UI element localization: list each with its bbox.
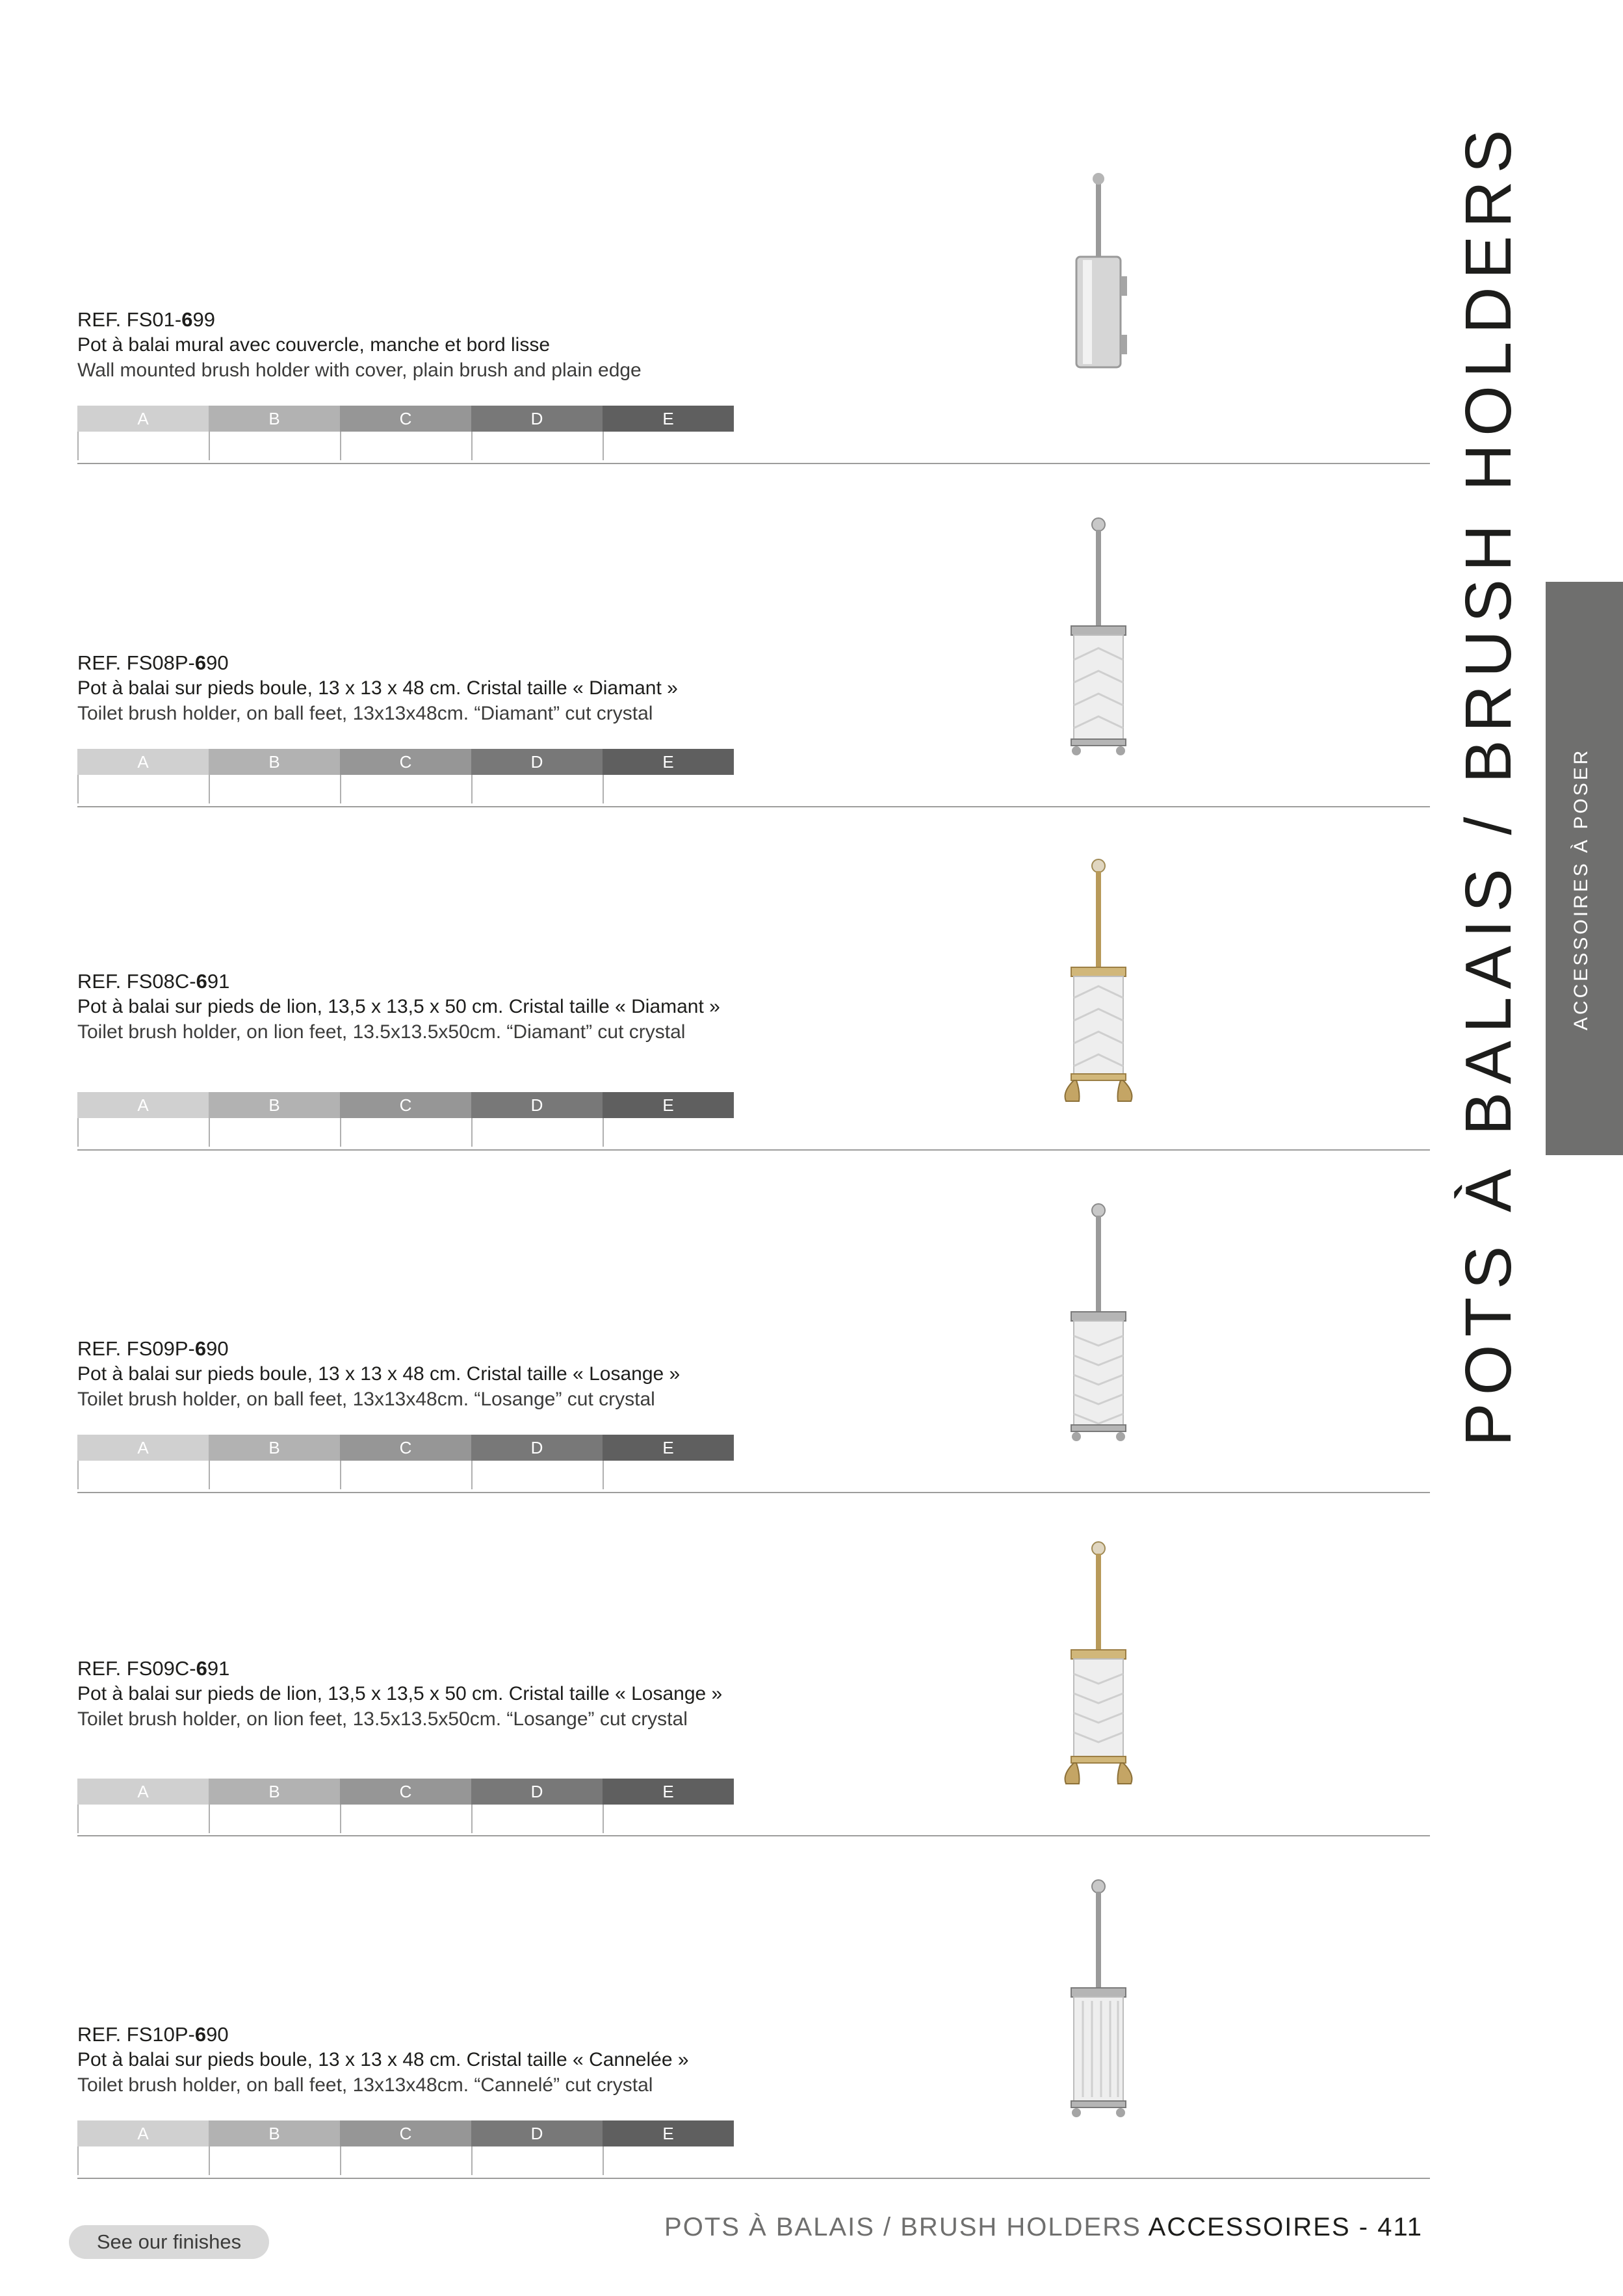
finish-col-e: E — [603, 2120, 734, 2146]
finish-table — [77, 1092, 734, 1147]
ball-feet-brush-holder-icon — [1014, 1196, 1183, 1456]
finish-col-e: E — [603, 1779, 734, 1805]
finish-col-e: E — [603, 406, 734, 432]
finish-col-e: E — [603, 749, 734, 775]
finish-col-d: D — [471, 1092, 603, 1118]
footer-category: ACCESSOIRES — [1148, 2213, 1351, 2241]
product-info — [77, 2022, 734, 2098]
finish-col-d: D — [471, 1779, 603, 1805]
finish-header — [77, 1779, 734, 1805]
finish-col-b: B — [209, 2120, 340, 2146]
finish-col-e: E — [603, 1092, 734, 1118]
product-image-lion-feet-holder — [1014, 1534, 1183, 1794]
page-footer — [664, 2213, 1423, 2242]
finish-col-d: D — [471, 406, 603, 432]
product-image-ball-feet-holder — [1014, 510, 1183, 770]
finish-col-d: D — [471, 1435, 603, 1461]
finish-col-a: A — [77, 1779, 209, 1805]
finish-col-a: A — [77, 1092, 209, 1118]
lion-feet-brush-holder-icon — [1014, 1534, 1183, 1794]
description-fr: Pot à balai sur pieds de lion, 13,5 x 13,5 x 50 cm. Cristal taille « Diamant » — [77, 996, 720, 1017]
product-ref: REF. FS08P-690 — [77, 651, 229, 674]
finish-col-c: C — [340, 406, 471, 432]
product-ref: REF. FS08C-691 — [77, 970, 230, 993]
page-number: 411 — [1377, 2213, 1423, 2241]
description-fr: Pot à balai sur pieds boule, 13 x 13 x 48 cm. Cristal taille « Cannelée » — [77, 2049, 689, 2070]
finish-cells — [77, 432, 734, 460]
finish-col-b: B — [209, 749, 340, 775]
category-tab-label: ACCESSOIRES À POSER — [1570, 748, 1592, 1030]
finish-col-c: C — [340, 1092, 471, 1118]
description-fr: Pot à balai sur pieds boule, 13 x 13 x 48 cm. Cristal taille « Losange » — [77, 1363, 681, 1385]
ball-feet-brush-holder-icon — [1014, 1872, 1183, 2132]
finish-table — [77, 2120, 734, 2175]
separator — [77, 1149, 1430, 1151]
product-image-lion-feet-holder — [1014, 852, 1183, 1112]
finish-col-b: B — [209, 1092, 340, 1118]
finish-col-c: C — [340, 2120, 471, 2146]
finish-cells — [77, 2146, 734, 2175]
finish-header — [77, 406, 734, 432]
finish-col-c: C — [340, 1779, 471, 1805]
footer-section: POTS À BALAIS / BRUSH HOLDERS — [664, 2213, 1141, 2241]
description-en: Toilet brush holder, on ball feet, 13x13x48cm. “Cannelé” cut crystal — [77, 2074, 653, 2096]
finish-col-e: E — [603, 1435, 734, 1461]
description-fr: Pot à balai sur pieds de lion, 13,5 x 13,5 x 50 cm. Cristal taille « Losange » — [77, 1683, 723, 1704]
product-ref: REF. FS09C-691 — [77, 1657, 230, 1680]
product-info — [77, 1336, 734, 1413]
description-fr: Pot à balai mural avec couvercle, manche et bord lisse — [77, 334, 551, 356]
finish-col-a: A — [77, 2120, 209, 2146]
product-ref: REF. FS01-699 — [77, 308, 215, 331]
finish-table — [77, 749, 734, 803]
finish-table — [77, 1779, 734, 1833]
finish-col-b: B — [209, 1779, 340, 1805]
separator — [77, 1835, 1430, 1836]
section-title-vertical: POTS À BALAIS / BRUSH HOLDERS — [1452, 122, 1525, 1446]
description-en: Toilet brush holder, on lion feet, 13.5x13.5x50cm. “Losange” cut crystal — [77, 1708, 688, 1730]
finish-col-b: B — [209, 406, 340, 432]
finish-col-d: D — [471, 2120, 603, 2146]
description-en: Toilet brush holder, on lion feet, 13.5x13.5x50cm. “Diamant” cut crystal — [77, 1021, 686, 1043]
finish-table — [77, 1435, 734, 1489]
separator — [77, 806, 1430, 807]
see-finishes-button[interactable]: See our finishes — [69, 2225, 269, 2259]
description-fr: Pot à balai sur pieds boule, 13 x 13 x 48 cm. Cristal taille « Diamant » — [77, 677, 678, 699]
product-ref: REF. FS09P-690 — [77, 1337, 229, 1360]
separator — [77, 463, 1430, 464]
product-info — [77, 969, 734, 1045]
description-en: Toilet brush holder, on ball feet, 13x13x48cm. “Losange” cut crystal — [77, 1389, 655, 1410]
finish-col-c: C — [340, 749, 471, 775]
finish-col-a: A — [77, 1435, 209, 1461]
product-info — [77, 1656, 734, 1732]
finish-header — [77, 2120, 734, 2146]
finish-col-b: B — [209, 1435, 340, 1461]
product-image-wall-brush-holder — [1014, 146, 1183, 406]
separator — [77, 1492, 1430, 1493]
finish-cells — [77, 1461, 734, 1489]
finish-table — [77, 406, 734, 460]
description-en: Toilet brush holder, on ball feet, 13x13x48cm. “Diamant” cut crystal — [77, 703, 653, 724]
wall-brush-holder-icon — [1014, 146, 1183, 406]
finish-header — [77, 1435, 734, 1461]
lion-feet-brush-holder-icon — [1014, 852, 1183, 1112]
description-en: Wall mounted brush holder with cover, plain brush and plain edge — [77, 359, 642, 381]
finish-cells — [77, 1118, 734, 1147]
finish-cells — [77, 775, 734, 803]
finish-col-d: D — [471, 749, 603, 775]
product-image-ball-feet-holder — [1014, 1196, 1183, 1456]
product-info — [77, 307, 734, 384]
category-tab[interactable] — [1546, 582, 1623, 1155]
footer-separator: - — [1358, 2213, 1370, 2241]
separator — [77, 2178, 1430, 2179]
finish-header — [77, 749, 734, 775]
finish-header — [77, 1092, 734, 1118]
finish-col-a: A — [77, 406, 209, 432]
product-ref: REF. FS10P-690 — [77, 2023, 229, 2046]
finish-col-a: A — [77, 749, 209, 775]
product-image-ball-feet-holder — [1014, 1872, 1183, 2132]
finish-col-c: C — [340, 1435, 471, 1461]
ball-feet-brush-holder-icon — [1014, 510, 1183, 770]
product-info — [77, 650, 734, 727]
finish-cells — [77, 1805, 734, 1833]
